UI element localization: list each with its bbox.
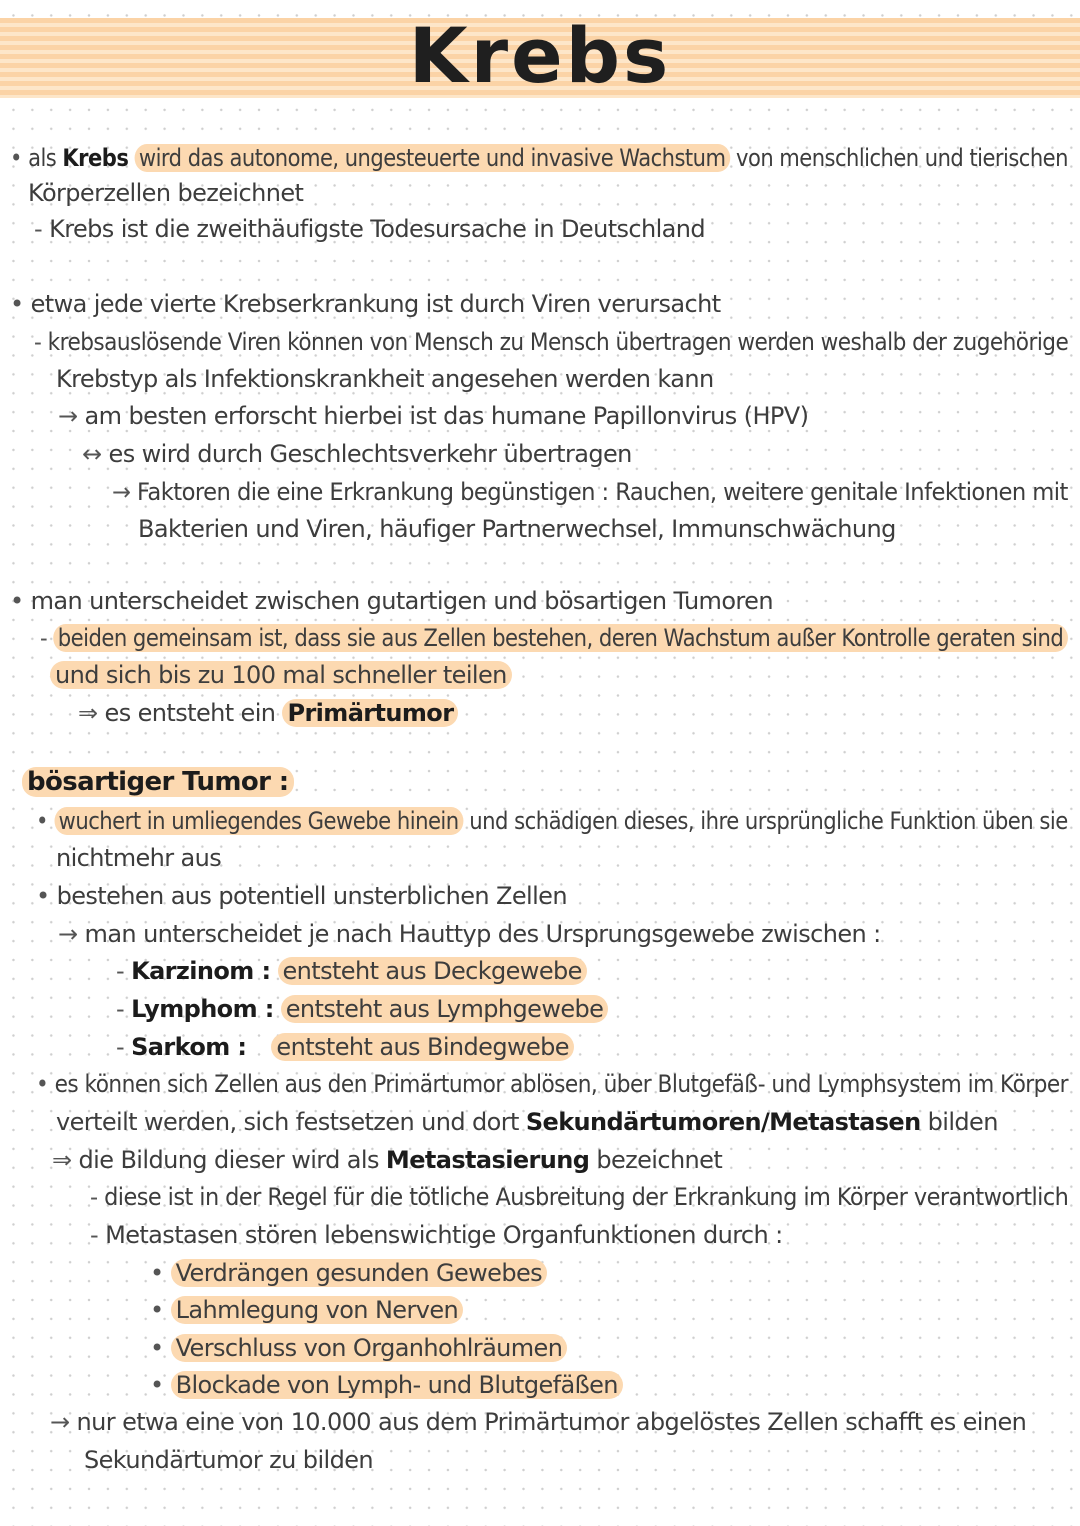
page-title: Krebs <box>408 11 672 100</box>
boesartig-point-3-line-2 <box>56 1105 998 1139</box>
dash-icon: - <box>34 328 48 356</box>
type-sarkom <box>116 1030 574 1064</box>
bullet-icon: • <box>150 1296 171 1324</box>
boesartig-heading: bösartiger Tumor : <box>22 767 294 797</box>
tumoren-sub-1-highlight: beiden gemeinsam ist, dass sie aus Zellen bestehen, deren Wachstum außer Kontrolle geraten sind <box>53 624 1067 652</box>
bullet-icon: • <box>150 1334 171 1362</box>
dash-icon: - <box>90 1221 106 1249</box>
boesartig-point-2 <box>36 879 567 913</box>
viren-arrow-2 <box>82 437 632 471</box>
tumoren-sub-1 <box>40 621 1068 655</box>
type-karzinom <box>116 954 587 988</box>
intro-line-2: Körperzellen bezeichnet <box>28 179 304 207</box>
viren-sub-1 <box>34 325 1068 359</box>
final-note-text: nur etwa eine von 10.000 aus dem Primärtumor abgelöstes Zellen schafft es einen <box>76 1408 1027 1436</box>
tumoren-main <box>10 584 773 618</box>
tumoren-sub-1-line-2 <box>50 658 512 692</box>
bullet-icon: • <box>36 807 55 835</box>
viren-arrow-3-line-2: Bakterien und Viren, häufiger Partnerwechsel, Immunschwächung <box>138 515 896 543</box>
arrow-bidirectional-icon: ↔ <box>82 440 109 468</box>
arrow-right-icon: → <box>58 402 85 430</box>
type-term: Sarkom : <box>131 1033 247 1061</box>
bullet-icon: • <box>150 1259 171 1287</box>
primaertumor-term: Primärtumor <box>282 699 458 727</box>
intro-sub-1 <box>34 212 705 246</box>
function-item <box>150 1293 463 1327</box>
dash-icon: - <box>40 624 54 652</box>
bullet-icon: • <box>10 290 31 318</box>
final-note <box>50 1405 1026 1439</box>
boesartig-point-2-arrow <box>58 917 881 951</box>
boesartig-point-3 <box>36 1067 1068 1101</box>
type-term: Lymphom : <box>131 995 274 1023</box>
boesartig-point-1-rest: und schädigen dieses, ihre ursprüngliche Funktion üben sie <box>469 807 1068 835</box>
bullet-icon: • <box>36 1070 55 1098</box>
dash-icon: - <box>34 215 50 243</box>
bullet-icon: • <box>10 587 31 615</box>
intro-prefix: als <box>28 144 57 172</box>
boesartig-heading-line <box>22 765 294 799</box>
boesartig-point-1 <box>36 804 1068 838</box>
viren-sub-1-line-2: Krebstyp als Infektionskrankheit angesehen werden kann <box>56 365 714 393</box>
boesartig-point-1-highlight: wuchert in umliegendes Gewebe hinein <box>54 807 463 835</box>
viren-main <box>10 287 721 321</box>
double-arrow-icon: ⇒ <box>52 1146 79 1174</box>
type-desc: entsteht aus Deckgewebe <box>278 957 587 985</box>
viren-arrow-1 <box>58 399 808 433</box>
boesartig-sub-2 <box>90 1218 783 1252</box>
function-text: Verschluss von Organhohlräumen <box>171 1334 568 1362</box>
double-arrow-icon: ⇒ <box>78 699 105 727</box>
function-item <box>150 1331 567 1365</box>
type-term: Karzinom : <box>131 957 271 985</box>
function-item <box>150 1256 547 1290</box>
metastasen-term: Sekundärtumoren/Metastasen <box>525 1108 921 1136</box>
dash-icon: - <box>116 1033 132 1061</box>
function-text: Lahmlegung von Nerven <box>171 1296 464 1324</box>
result-prefix: die Bildung dieser wird als <box>78 1146 379 1174</box>
dash-icon: - <box>90 1183 105 1211</box>
viren-arrow-3 <box>112 475 1068 509</box>
tumoren-main-text: man unterscheidet zwischen gutartigen und bösartigen Tumoren <box>30 587 773 615</box>
bullet-icon: • <box>150 1371 171 1399</box>
arrow-right-icon: → <box>112 478 138 506</box>
result-suffix: bezeichnet <box>596 1146 723 1174</box>
boesartig-sub-2-text: Metastasen stören lebenswichtige Organfunktionen durch : <box>105 1221 783 1249</box>
viren-arrow-2-text: es wird durch Geschlechtsverkehr übertragen <box>108 440 632 468</box>
metastasierung-term: Metastasierung <box>385 1146 590 1174</box>
final-note-line-2: Sekundärtumor zu bilden <box>84 1446 373 1474</box>
boesartig-point-2-text: bestehen aus potentiell unsterblichen Zellen <box>56 882 567 910</box>
boesartig-point-3-result <box>52 1143 722 1177</box>
boesartig-sub-1-text: diese ist in der Regel für die tötliche Ausbreitung der Erkrankung im Körper verantwortlich <box>104 1183 1069 1211</box>
tumoren-result-prefix: es entsteht ein <box>104 699 276 727</box>
function-item <box>150 1368 623 1402</box>
boesartig-sub-1 <box>90 1180 1068 1214</box>
intro-highlight: wird das autonome, ungesteuerte und invasive Wachstum <box>135 144 730 172</box>
boesartig-point-2-arrow-text: man unterscheidet je nach Hauttyp des Ursprungsgewebe zwischen : <box>84 920 881 948</box>
intro-rest: von menschlichen und tierischen <box>736 144 1068 172</box>
bullet-icon: • <box>36 882 57 910</box>
intro-sub-1-text: Krebs ist die zweithäufigste Todesursache in Deutschland <box>49 215 706 243</box>
boesartig-point-3-suffix: bilden <box>927 1108 998 1136</box>
boesartig-point-3-text: es können sich Zellen aus den Primärtumor ablösen, über Blutgefäß- und Lymphsystem im Körper <box>54 1070 1069 1098</box>
function-text: Blockade von Lymph- und Blutgefäßen <box>171 1371 623 1399</box>
viren-main-text: etwa jede vierte Krebserkrankung ist durch Viren verursacht <box>30 290 721 318</box>
type-desc: entsteht aus Lymphgewebe <box>281 995 609 1023</box>
function-text: Verdrängen gesunden Gewebes <box>171 1259 547 1287</box>
dash-icon: - <box>116 995 132 1023</box>
intro-line-1 <box>10 141 1068 175</box>
boesartig-point-3-prefix: verteilt werden, sich festsetzen und dort <box>56 1108 519 1136</box>
tumoren-result <box>78 696 458 730</box>
bullet-icon: • <box>10 144 29 172</box>
type-desc: entsteht aus Bindegwebe <box>271 1033 574 1061</box>
intro-term: Krebs <box>62 144 129 172</box>
arrow-right-icon: → <box>58 920 85 948</box>
tumoren-sub-1-highlight-2: und sich bis zu 100 mal schneller teilen <box>50 661 512 689</box>
viren-arrow-1-text: am besten erforscht hierbei ist das humane Papillonvirus (HPV) <box>84 402 809 430</box>
type-lymphom <box>116 992 608 1026</box>
viren-arrow-3-text: Faktoren die eine Erkrankung begünstigen : Rauchen, weitere genitale Infektionen mit <box>137 478 1068 506</box>
boesartig-point-1-line-2: nichtmehr aus <box>56 844 222 872</box>
viren-sub-1-text: krebsauslösende Viren können von Mensch zu Mensch übertragen werden weshalb der zugehörige <box>47 328 1069 356</box>
arrow-right-icon: → <box>50 1408 77 1436</box>
dash-icon: - <box>116 957 132 985</box>
